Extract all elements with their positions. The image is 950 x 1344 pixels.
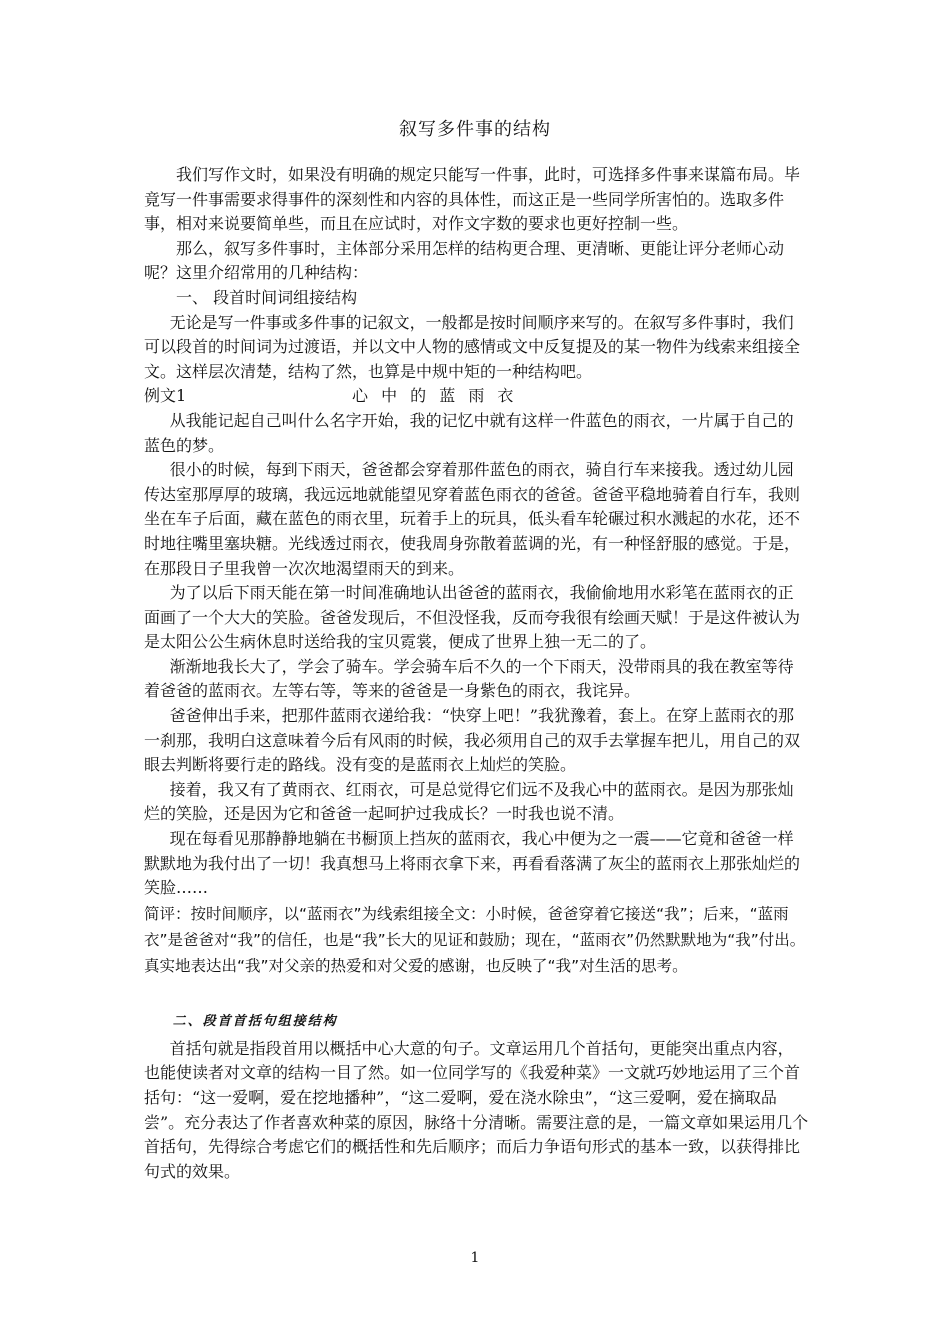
example-paragraph-1: 从我能记起自己叫什么名字开始，我的记忆中就有这样一件蓝色的雨衣，一片属于自己的蓝色的梦。 bbox=[144, 410, 794, 455]
example-paragraph-6: 接着，我又有了黄雨衣、红雨衣，可是总觉得它们远不及我心中的蓝雨衣。是因为那张灿烂的笑脸，还是因为它和爸爸一起呵护过我成长？一时我也说不清。 bbox=[144, 779, 794, 824]
example-label: 例文1 bbox=[144, 386, 187, 406]
example-header bbox=[144, 384, 809, 409]
document-title: 叙写多件事的结构 bbox=[399, 119, 551, 140]
example-paragraph-5: 爸爸伸出手来，把那件蓝雨衣递给我：“快穿上吧！”我犹豫着，套上。在穿上蓝雨衣的那一刹那，我明白这意味着今后有风雨的时候，我必须用自己的双手去掌握车把儿，用自己的双眼去判断将要行走的路线。没有变的是蓝雨衣上灿烂的笑脸。 bbox=[144, 706, 801, 775]
example-paragraph-3: 为了以后下雨天能在第一时间准确地认出爸爸的蓝雨衣，我偷偷地用水彩笔在蓝雨衣的正面画了一个大大的笑脸。爸爸发现后，不但没怪我，反而夸我很有绘画天赋！于是这件被认为是太阳公公生病休息时送给我的宝贝霓裳，便成了世界上独一无二的了。 bbox=[144, 583, 801, 652]
example-paragraph-2: 很小的时候，每到下雨天，爸爸都会穿着那件蓝色的雨衣，骑自行车来接我。透过幼儿园传达室那厚厚的玻璃，我远远地就能望见穿着蓝色雨衣的爸爸。爸爸平稳地骑着自行车，我则坐在车子后面，藏在蓝色的雨衣里，玩着手上的玩具，低头看车轮碾过积水溅起的水花，还不时地往嘴里塞块糖。光线透过雨衣，使我周身弥散着蓝调的光，有一种怪舒服的感觉。于是，在那段日子里我曾一次次地渴望雨天的到来。 bbox=[144, 460, 801, 578]
example-paragraph-4: 渐渐地我长大了，学会了骑车。学会骑车后不久的一个下雨天，没带雨具的我在教室等待着爸爸的蓝雨衣。左等右等，等来的爸爸是一身紫色的雨衣，我诧异。 bbox=[144, 656, 794, 701]
section-2-body: 首括句就是指段首用以概括中心大意的句子。文章运用几个首括句，更能突出重点内容，也能使读者对文章的结构一目了然。如一位同学写的《我爱种菜》一文就巧妙地运用了三个首括句：“这一爱啊，爱在挖地播种”，“这二爱啊，爱在浇水除虫”，“这三爱啊，爱在摘取品尝”。充分表达了作者喜欢种菜的原因，脉络十分清晰。需要注意的是，一篇文章如果运用几个首括句，先得综合考虑它们的概括性和先后顺序；而后力争语句形式的基本一致，以获得排比句式的效果。 bbox=[144, 1038, 809, 1181]
section-gap bbox=[144, 979, 809, 1007]
comment-paragraph: 简评：按时间顺序，以“蓝雨衣”为线索组接全文：小时候，爸爸穿着它接送“我”；后来，“蓝雨衣”是爸爸对“我”的信任，也是“我”长大的见证和鼓励；现在，“蓝雨衣”仍然默默地为“我”付出。真实地表达出“我”对父亲的热爱和对父爱的感谢，也反映了“我”对生活的思考。 bbox=[144, 904, 806, 975]
document-body bbox=[144, 163, 809, 1184]
section-1-heading: 一、 段首时间词组接结构 bbox=[176, 287, 358, 307]
intro-paragraph-2: 那么，叙写多件事时，主体部分采用怎样的结构更合理、更清晰、更能让评分老师心动呢？这里介绍常用的几种结构： bbox=[144, 238, 785, 283]
section-2-heading: 二、段首首括句组接结构 bbox=[172, 1013, 338, 1029]
section-1-body: 无论是写一件事或多件事的记叙文，一般都是按时间顺序来写的。在叙写多件事时，我们可以段首的时间词为过渡语，并以文中人物的感情或文中反复提及的某一物件为线索来组接全文。这样层次清楚，结构了然，也算是中规中矩的一种结构吧。 bbox=[144, 312, 801, 381]
example-paragraph-7: 现在每看见那静静地躺在书橱顶上挡灰的蓝雨衣，我心中便为之一震——它竟和爸爸一样默默地为我付出了一切！我真想马上将雨衣拿下来，再看看落满了灰尘的蓝雨衣上那张灿烂的笑脸…… bbox=[144, 829, 801, 898]
intro-paragraph-1: 我们写作文时，如果没有明确的规定只能写一件事，此时，可选择多件事来谋篇布局。毕竟写一件事需要求得事件的深刻性和内容的具体性，而这正是一些同学所害怕的。选取多件事，相对来说要简单些，而且在应试时，对作文字数的要求也更好控制一些。 bbox=[144, 165, 801, 234]
example-title: 心 中 的 蓝 雨 衣 bbox=[352, 386, 518, 406]
page-number: 1 bbox=[470, 1250, 480, 1266]
